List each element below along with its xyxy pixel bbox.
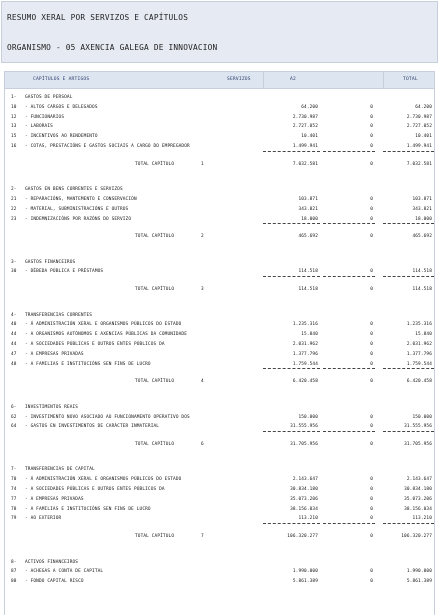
report-title: RESUMO XERAL POR SERVIZOS E CAPÍTULOS [7, 13, 189, 22]
table-row [5, 330, 434, 339]
a2-value: 150.000 [298, 414, 318, 420]
chapter-code: 1- [11, 95, 17, 100]
subtotal-rule [263, 368, 320, 369]
article-code: 21 [11, 196, 17, 202]
article-code: 30 [11, 269, 17, 275]
total-value: 1.377.796 [406, 351, 432, 357]
chapter-total-total: 7.032.581 [406, 161, 432, 167]
total-value: 114.518 [412, 269, 432, 275]
total-value: 1.499.941 [406, 144, 432, 149]
zero-value: 0 [370, 351, 373, 357]
table-header [5, 72, 434, 89]
table-row [5, 195, 434, 204]
article-label: - A FAMILIAS E INSTITUCIÓNS SEN FINS DE LUCRO [25, 506, 151, 512]
article-label: - COTAS, PRESTACIÓNS E GASTOS SOCIAIS A CARGO DO EMPREGADOR [25, 144, 190, 149]
article-code: 64 [11, 424, 17, 430]
chapter-heading-row [5, 403, 434, 412]
a2-value: 15.840 [301, 332, 318, 338]
chapter-title: GASTOS EN BENS CORRENTES E SERVIZOS [25, 187, 123, 193]
zero-value: 0 [370, 196, 373, 202]
zero-value: 0 [370, 269, 373, 275]
a2-value: 114.518 [298, 269, 318, 275]
zero-value: 0 [370, 579, 373, 585]
chapter-total-total: 6.420.458 [406, 379, 432, 385]
col-divider [383, 72, 384, 88]
article-code: 74 [11, 487, 17, 492]
chapter-total-zero: 0 [370, 379, 373, 385]
total-value: 2.031.962 [406, 342, 432, 347]
chapter-heading-row [5, 465, 434, 474]
subtotal-rule [323, 223, 375, 224]
total-value: 35.073.206 [404, 496, 432, 502]
total-value: 103.871 [412, 196, 432, 202]
table-row [5, 505, 434, 514]
chapter-total-a2: 114.518 [298, 287, 318, 293]
article-label: - MATERIAL, SUBMINISTRACIÓNS E OUTROS [25, 206, 129, 212]
col-capitulos: CAPÍTULOS E ARTIGOS [33, 77, 90, 82]
chapter-code: 3- [11, 259, 17, 265]
budget-table [4, 71, 435, 615]
zero-value: 0 [370, 414, 373, 420]
article-label: - DÉBEDA PÚBLICA E PRÉSTAMOS [25, 269, 104, 275]
article-label: - Á ADMINISTRACIÓN XERAL E ORGANISMOS PÚBLICOS DO ESTADO [25, 322, 182, 328]
subtotal-rule [323, 151, 375, 152]
chapter-total-zero: 0 [370, 534, 373, 539]
chapter-total-total: 106.320.277 [401, 534, 432, 539]
article-code: 70 [11, 477, 17, 483]
a2-value: 18.000 [301, 216, 318, 222]
chapter-total-a2: 31.705.956 [290, 441, 318, 447]
chapter-total-zero: 0 [370, 287, 373, 293]
chapter-total-a2: 465.692 [298, 234, 318, 240]
total-value: 1.759.544 [406, 361, 432, 367]
zero-value: 0 [370, 124, 373, 130]
table-row [5, 422, 434, 431]
subtotal-rule [383, 431, 434, 432]
zero-value: 0 [370, 114, 373, 120]
article-label: - INDEMNIZACIÓNS POR RAZÓNS DO SERVIZO [25, 216, 132, 222]
a2-value: 35.073.206 [290, 496, 318, 502]
a2-value: 2.727.052 [292, 124, 318, 130]
chapter-total-zero: 0 [370, 161, 373, 167]
total-value: 1.990.000 [406, 569, 432, 575]
article-code: 78 [11, 506, 17, 512]
total-capitulo-number: 1 [201, 161, 204, 167]
chapter-title: TRANSFERENCIAS CORRENTES [25, 312, 93, 318]
chapter-code: 2- [11, 187, 17, 193]
a2-value: 1.990.000 [292, 569, 318, 575]
chapter-total-total: 114.518 [412, 287, 432, 293]
chapter-code: 7- [11, 467, 17, 473]
subtotal-rule [323, 523, 375, 524]
table-row [5, 113, 434, 122]
total-capitulo-label: TOTAL CAPÍTULO [135, 441, 175, 447]
article-label: - Á ADMINISTRACIÓN XERAL E ORGANISMOS PÚBLICOS DO ESTADO [25, 477, 182, 483]
table-row [5, 413, 434, 422]
article-code: 40 [11, 322, 17, 328]
chapter-total-total: 31.705.956 [404, 441, 432, 447]
article-code: 87 [11, 569, 17, 575]
chapter-code: 4- [11, 312, 17, 318]
a2-value: 10.401 [301, 134, 318, 140]
col-a2: A2 [290, 77, 296, 82]
chapter-total-row [5, 377, 434, 386]
chapter-total-row [5, 285, 434, 294]
total-value: 2.730.987 [406, 114, 432, 120]
article-label: - REPARACIÓNS, MANTEMENTO E CONSERVACIÓN [25, 196, 137, 202]
article-label: - ACHEGAS A CONTA DE CAPITAL [25, 569, 104, 575]
total-capitulo-label: TOTAL CAPÍTULO [135, 379, 175, 385]
zero-value: 0 [370, 424, 373, 430]
article-label: - FUNCIONARIOS [25, 114, 65, 120]
chapter-total-a2: 6.420.458 [292, 379, 318, 385]
zero-value: 0 [370, 506, 373, 512]
table-row [5, 340, 434, 349]
table-row [5, 514, 434, 523]
a2-value: 1.499.941 [292, 144, 318, 149]
total-capitulo-number: 4 [201, 379, 204, 385]
a2-value: 64.200 [301, 104, 318, 110]
article-code: 47 [11, 351, 17, 357]
chapter-total-a2: 106.320.277 [287, 534, 318, 539]
article-code: 12 [11, 114, 17, 120]
a2-value: 2.143.647 [292, 477, 318, 483]
zero-value: 0 [370, 361, 373, 367]
total-capitulo-number: 3 [201, 287, 204, 293]
zero-value: 0 [370, 487, 373, 492]
table-row [5, 267, 434, 276]
article-code: 79 [11, 516, 17, 522]
chapter-code: 8- [11, 559, 17, 565]
chapter-total-a2: 7.032.581 [292, 161, 318, 167]
chapter-total-row [5, 532, 434, 541]
zero-value: 0 [370, 569, 373, 575]
zero-value: 0 [370, 496, 373, 502]
subtotal-rule [263, 431, 320, 432]
total-capitulo-label: TOTAL CAPÍTULO [135, 534, 175, 539]
article-label: - INCENTIVOS AO RENDEMENTO [25, 134, 98, 140]
total-capitulo-number: 7 [201, 534, 204, 539]
subtotal-rule [263, 151, 320, 152]
zero-value: 0 [370, 216, 373, 222]
chapter-heading-row [5, 185, 434, 194]
chapter-title: ACTIVOS FINANCEIROS [25, 559, 79, 565]
chapter-total-zero: 0 [370, 441, 373, 447]
article-label: - INVESTIMENTO NOVO ASOCIADO AO FUNCIONAMENTO OPERATIVO DOS [25, 414, 190, 420]
chapter-title: TRANSFERENCIAS DE CAPITAL [25, 467, 95, 473]
table-row [5, 567, 434, 576]
zero-value: 0 [370, 206, 373, 212]
chapter-title: INVESTIMENTOS REAIS [25, 404, 79, 410]
subtotal-rule [383, 151, 434, 152]
zero-value: 0 [370, 332, 373, 338]
table-row [5, 475, 434, 484]
zero-value: 0 [370, 477, 373, 483]
a2-value: 343.821 [298, 206, 318, 212]
a2-value: 2.031.962 [292, 342, 318, 347]
a2-value: 38.156.034 [290, 506, 318, 512]
total-capitulo-label: TOTAL CAPÍTULO [135, 234, 175, 240]
col-servizos: SERVIZOS [227, 77, 251, 82]
table-row [5, 485, 434, 494]
total-value: 5.861.389 [406, 579, 432, 585]
article-label: - GASTOS EN INVESTIMENTOS DE CARÁCTER INMATERIAL [25, 424, 160, 430]
zero-value: 0 [370, 104, 373, 110]
table-row [5, 132, 434, 141]
article-label: - A FAMILIAS E INSTITUCIÓNS SEN FINS DE LUCRO [25, 361, 151, 367]
article-code: 88 [11, 579, 17, 585]
article-code: 44 [11, 342, 17, 347]
total-value: 343.821 [412, 206, 432, 212]
article-code: 22 [11, 206, 17, 212]
subtotal-rule [263, 276, 320, 277]
table-row [5, 142, 434, 151]
article-code: 10 [11, 104, 17, 110]
article-label: - A SOCIEDADES PÚBLICAS E OUTROS ENTES PÚBLICOS DA [25, 342, 165, 347]
total-value: 18.000 [415, 216, 432, 222]
total-value: 2.143.647 [406, 477, 432, 483]
chapter-total-total: 465.692 [412, 234, 432, 240]
subtotal-rule [323, 276, 375, 277]
chapter-total-row [5, 440, 434, 449]
subtotal-rule [383, 223, 434, 224]
article-label: - A EMPRESAS PRIVADAS [25, 496, 84, 502]
subtotal-rule [383, 523, 434, 524]
table-row [5, 103, 434, 112]
organismo-title: ORGANISMO - 05 AXENCIA GALEGA DE INNOVACION [7, 43, 218, 52]
a2-value: 5.861.389 [292, 579, 318, 585]
chapter-heading-row [5, 93, 434, 102]
subtotal-rule [323, 368, 375, 369]
a2-value: 2.730.987 [292, 114, 318, 120]
subtotal-rule [383, 276, 434, 277]
article-label: - AO EXTERIOR [25, 516, 62, 522]
article-code: 16 [11, 144, 17, 149]
total-value: 31.555.956 [404, 424, 432, 430]
article-code: 62 [11, 414, 17, 420]
zero-value: 0 [370, 144, 373, 149]
table-row [5, 122, 434, 131]
chapter-total-zero: 0 [370, 234, 373, 240]
total-capitulo-label: TOTAL CAPÍTULO [135, 287, 175, 293]
table-row [5, 320, 434, 329]
zero-value: 0 [370, 516, 373, 522]
table-row [5, 577, 434, 586]
a2-value: 1.377.796 [292, 351, 318, 357]
chapter-heading-row [5, 258, 434, 267]
total-value: 150.000 [412, 414, 432, 420]
total-value: 64.200 [415, 104, 432, 110]
col-divider [263, 72, 264, 88]
article-code: 48 [11, 361, 17, 367]
subtotal-rule [323, 431, 375, 432]
chapter-title: GASTOS DE PERSOAL [25, 95, 73, 100]
table-row [5, 350, 434, 359]
table-row [5, 215, 434, 224]
table-row [5, 360, 434, 369]
table-row [5, 205, 434, 214]
subtotal-rule [263, 523, 320, 524]
total-capitulo-label: TOTAL CAPÍTULO [135, 161, 175, 167]
a2-value: 1.759.544 [292, 361, 318, 367]
total-value: 2.727.052 [406, 124, 432, 130]
a2-value: 103.871 [298, 196, 318, 202]
a2-value: 30.834.180 [290, 487, 318, 492]
article-code: 77 [11, 496, 17, 502]
article-code: 15 [11, 134, 17, 140]
chapter-code: 6- [11, 404, 17, 410]
report-header [1, 1, 438, 63]
table-row [5, 495, 434, 504]
article-label: - A SOCIEDADES PÚBLICAS E OUTROS ENTES PÚBLICOS DA [25, 487, 165, 492]
total-value: 10.401 [415, 134, 432, 140]
zero-value: 0 [370, 134, 373, 140]
article-code: 13 [11, 124, 17, 130]
article-code: 44 [11, 332, 17, 338]
chapter-total-row [5, 160, 434, 169]
zero-value: 0 [370, 322, 373, 328]
total-value: 113.210 [412, 516, 432, 522]
chapter-title: GASTOS FINANCEIROS [25, 259, 76, 265]
subtotal-rule [383, 368, 434, 369]
total-value: 1.235.316 [406, 322, 432, 328]
chapter-heading-row [5, 311, 434, 320]
total-value: 15.840 [415, 332, 432, 338]
col-total: TOTAL [403, 77, 418, 82]
article-code: 23 [11, 216, 17, 222]
article-label: - LABORAIS [25, 124, 53, 130]
chapter-heading-row [5, 558, 434, 567]
subtotal-rule [263, 223, 320, 224]
article-label: - FONDO CAPITAL RISCO [25, 579, 84, 585]
article-label: - A ORGANISMOS AUTÓNOMOS E AXENCIAS PÚBLICAS DA COMUNIDADE [25, 332, 188, 338]
total-value: 30.834.180 [404, 487, 432, 492]
article-label: - ALTOS CARGOS E DELEGADOS [25, 104, 98, 110]
total-capitulo-number: 6 [201, 441, 204, 447]
a2-value: 1.235.316 [292, 322, 318, 328]
header-separator [1, 64, 438, 69]
article-label: - A EMPRESAS PRIVADAS [25, 351, 84, 357]
a2-value: 31.555.956 [290, 424, 318, 430]
total-value: 38.156.034 [404, 506, 432, 512]
zero-value: 0 [370, 342, 373, 347]
total-capitulo-number: 2 [201, 234, 204, 240]
chapter-total-row [5, 232, 434, 241]
a2-value: 113.210 [298, 516, 318, 522]
